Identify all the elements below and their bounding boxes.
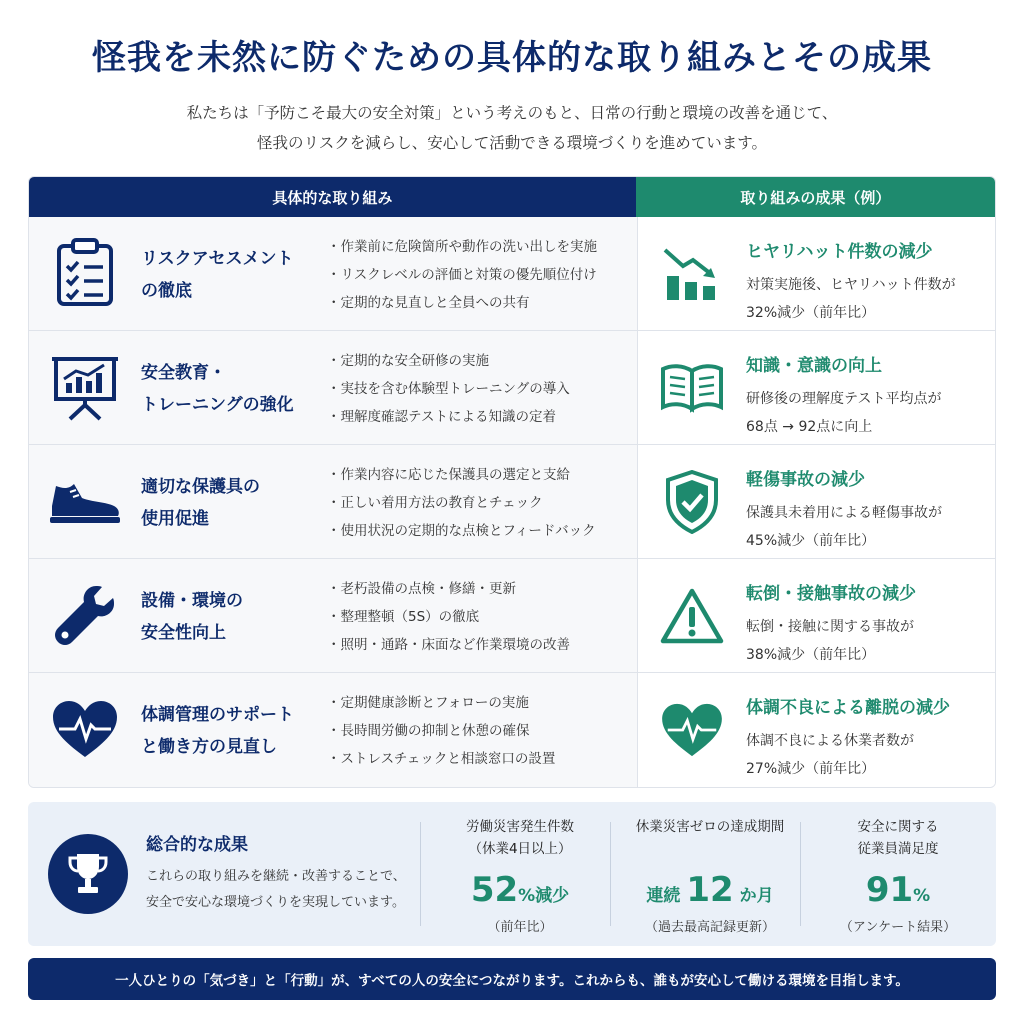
safety-shoe-icon xyxy=(47,465,123,537)
measure-list xyxy=(327,461,596,545)
measure-cell xyxy=(29,445,637,558)
result-line-1: 対策実施後、ヒヤリハット件数が xyxy=(746,277,956,293)
result-title: 体調不良による離脱の減少 xyxy=(746,698,950,718)
stat-note: （アンケート結果） xyxy=(839,920,957,935)
measure-title-line-2: と働き方の見直し xyxy=(141,737,277,757)
result-line-2: 27%減少（前年比） xyxy=(746,761,876,777)
measure-title xyxy=(141,585,331,649)
measure-cell xyxy=(29,559,637,672)
list-item: ・ 定期的な安全研修の実施 xyxy=(327,347,570,375)
divider xyxy=(420,822,421,926)
list-item: ・ 照明・通路・床面など作業環境の改善 xyxy=(327,631,570,659)
list-item: ・ 整理整頓（5S）の徹底 xyxy=(327,603,570,631)
table-row xyxy=(29,559,995,673)
stat-note: （過去最高記録更新） xyxy=(644,920,775,935)
header-measures: 具体的な取り組み xyxy=(29,177,636,217)
measure-title-line-2: の徹底 xyxy=(141,281,192,301)
list-item: ・ ストレスチェックと相談窓口の設置 xyxy=(327,745,555,773)
stat-number: 12 xyxy=(686,870,734,910)
table-row xyxy=(29,445,995,559)
result-line-2: 32%減少（前年比） xyxy=(746,305,876,321)
summary-desc-line-1: これらの取り組みを継続・改善することで、 xyxy=(146,869,406,884)
measure-list xyxy=(327,575,570,659)
stat-suffix: % xyxy=(913,886,931,906)
declining-bar-chart-icon xyxy=(656,239,728,309)
result-line-1: 研修後の理解度テスト平均点が xyxy=(746,391,942,407)
table-row xyxy=(29,217,995,331)
measure-cell xyxy=(29,217,637,330)
result-description xyxy=(746,385,941,441)
result-cell xyxy=(637,445,996,558)
measure-title xyxy=(141,471,331,535)
result-title: 知識・意識の向上 xyxy=(746,356,882,376)
list-item: ・ 理解度確認テストによる知識の定着 xyxy=(327,403,570,431)
stat-label-line-1: 労働災害発生件数 xyxy=(466,819,574,835)
presentation-board-icon xyxy=(47,351,123,423)
header-results: 取り組みの成果（例） xyxy=(636,177,995,217)
stat-zero-accident-period xyxy=(620,816,800,935)
list-item: ・ 正しい着用方法の教育とチェック xyxy=(327,489,596,517)
warning-triangle-icon xyxy=(656,581,728,651)
result-description xyxy=(746,613,914,669)
result-description xyxy=(746,727,914,783)
overall-results-panel xyxy=(28,802,996,946)
trophy-icon xyxy=(48,834,128,914)
wrench-icon xyxy=(47,579,123,651)
measure-title xyxy=(141,243,331,307)
shield-check-icon xyxy=(656,467,728,537)
measures-table xyxy=(28,176,996,788)
stat-value xyxy=(620,870,800,910)
list-item: ・ 実技を含む体験型トレーニングの導入 xyxy=(327,375,570,403)
stat-employee-satisfaction xyxy=(808,816,988,935)
result-line-1: 体調不良による休業者数が xyxy=(746,733,914,749)
result-title: 転倒・接触事故の減少 xyxy=(746,584,916,604)
measure-list xyxy=(327,689,555,773)
stat-value xyxy=(808,870,988,910)
stat-suffix: か月 xyxy=(733,886,774,906)
stat-note: （前年比） xyxy=(487,920,553,935)
result-cell xyxy=(637,559,996,672)
stat-label-line-1: 安全に関する xyxy=(857,819,939,835)
list-item: ・ 老朽設備の点検・修繕・更新 xyxy=(327,575,570,603)
list-item: ・ 作業前に危険箇所や動作の洗い出しを実施 xyxy=(327,233,597,261)
intro-text xyxy=(60,98,964,158)
result-line-1: 転倒・接触に関する事故が xyxy=(746,619,914,635)
measure-title xyxy=(141,699,331,763)
measure-title-line-1: 設備・環境の xyxy=(141,591,243,611)
stat-label-line-1: 休業災害ゼロの達成期間 xyxy=(635,819,785,835)
stat-label xyxy=(620,816,800,860)
result-description xyxy=(746,271,956,327)
measure-list xyxy=(327,233,597,317)
stat-label xyxy=(430,816,610,860)
summary-title: 総合的な成果 xyxy=(146,835,248,855)
list-item: ・ 定期的な見直しと全員への共有 xyxy=(327,289,597,317)
result-title: ヒヤリハット件数の減少 xyxy=(746,242,933,262)
result-line-2: 45%減少（前年比） xyxy=(746,533,876,549)
divider xyxy=(800,822,801,926)
measure-title xyxy=(141,357,331,421)
summary-description xyxy=(146,864,426,916)
result-cell xyxy=(637,673,996,787)
stat-accident-count xyxy=(430,816,610,935)
list-item: ・ リスクレベルの評価と対策の優先順位付け xyxy=(327,261,597,289)
stat-prefix: 連続 xyxy=(646,886,687,906)
measure-cell xyxy=(29,673,637,787)
measure-title-line-1: 適切な保護具の xyxy=(141,477,260,497)
intro-line-1: 私たちは「予防こそ最大の安全対策」という考えのもと、日常の行動と環境の改善を通じて、 xyxy=(186,104,838,122)
stat-number: 91 xyxy=(865,870,914,910)
table-header xyxy=(29,177,995,217)
measure-title-line-2: 使用促進 xyxy=(141,509,209,529)
stat-suffix: %減少 xyxy=(518,886,570,906)
stat-label xyxy=(808,816,988,860)
summary-desc-line-2: 安全で安心な環境づくりを実現しています。 xyxy=(146,895,405,910)
footer-banner: 一人ひとりの「気づき」と「行動」が、すべての人の安全につながります。これからも、誰もが安心して働ける環境を目指します。 xyxy=(28,958,996,1000)
result-cell xyxy=(637,331,996,444)
measure-title-line-1: リスクアセスメント xyxy=(141,249,294,269)
measure-list xyxy=(327,347,570,431)
stat-label-line-2: （休業4日以上） xyxy=(468,841,572,857)
measure-cell xyxy=(29,331,637,444)
list-item: ・ 使用状況の定期的な点検とフィードバック xyxy=(327,517,596,545)
stat-label-line-2: 従業員満足度 xyxy=(857,841,939,857)
result-description xyxy=(746,499,942,555)
table-row xyxy=(29,673,995,787)
table-row xyxy=(29,331,995,445)
divider xyxy=(610,822,611,926)
stat-value xyxy=(430,870,610,910)
measure-title-line-2: トレーニングの強化 xyxy=(141,395,294,415)
measure-title-line-1: 安全教育・ xyxy=(141,363,226,383)
result-title: 軽傷事故の減少 xyxy=(746,470,865,490)
list-item: ・ 定期健康診断とフォローの実施 xyxy=(327,689,555,717)
stat-number: 52 xyxy=(470,870,519,910)
measure-title-line-1: 体調管理のサポート xyxy=(141,705,294,725)
result-line-1: 保護具未着用による軽傷事故が xyxy=(746,505,942,521)
open-book-icon xyxy=(656,353,728,423)
heartbeat-icon xyxy=(47,693,123,765)
clipboard-checklist-icon xyxy=(47,237,123,309)
result-line-2: 68点 → 92点に向上 xyxy=(746,419,873,435)
result-line-2: 38%減少（前年比） xyxy=(746,647,876,663)
heartbeat-icon xyxy=(656,695,728,765)
page-title: 怪我を未然に防ぐための具体的な取り組みとその成果 xyxy=(92,38,932,78)
list-item: ・ 作業内容に応じた保護具の選定と支給 xyxy=(327,461,596,489)
measure-title-line-2: 安全性向上 xyxy=(141,623,226,643)
intro-line-2: 怪我のリスクを減らし、安心して活動できる環境づくりを進めています。 xyxy=(257,134,767,152)
list-item: ・ 長時間労働の抑制と休憩の確保 xyxy=(327,717,555,745)
result-cell xyxy=(637,217,996,330)
